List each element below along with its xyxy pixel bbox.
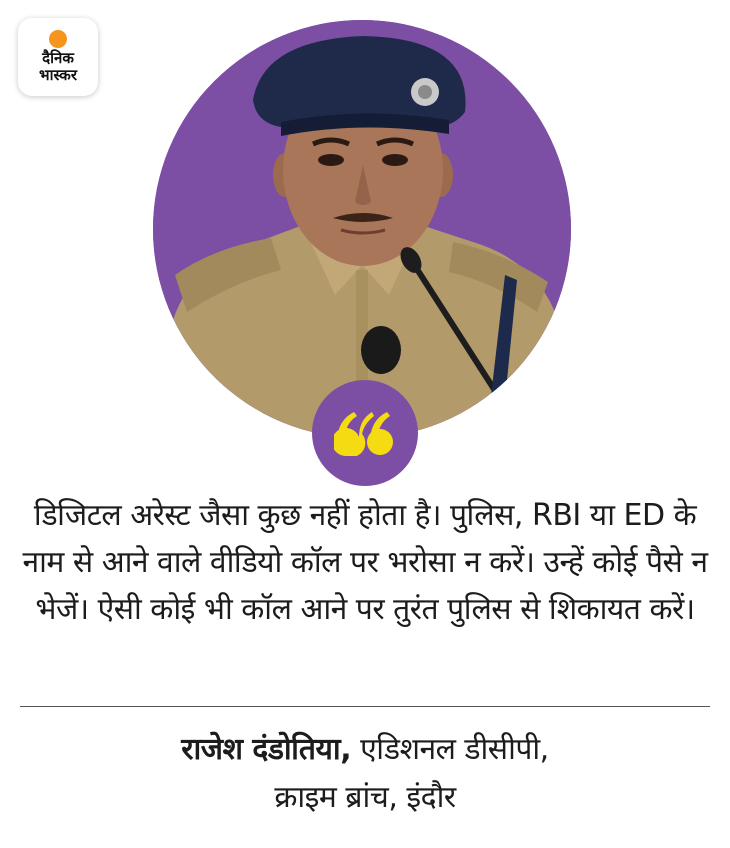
officer-illustration xyxy=(153,20,571,438)
portrait-photo xyxy=(153,20,571,438)
brand-logo xyxy=(18,18,98,96)
quote-mark-icon xyxy=(334,410,396,456)
speaker-name: राजेश दंडोतिया, xyxy=(181,732,352,767)
quote-badge xyxy=(312,380,418,486)
divider xyxy=(20,706,710,707)
attribution-line-1 xyxy=(14,726,716,774)
attribution xyxy=(14,726,716,822)
logo-text-line1: दैनिक xyxy=(42,49,74,67)
sun-icon xyxy=(49,30,67,48)
logo-text-line2: भास्कर xyxy=(39,66,77,84)
speaker-designation: एडिशनल डीसीपी, xyxy=(360,732,549,767)
quote-text: डिजिटल अरेस्ट जैसा कुछ नहीं होता है। पुलिस, RBI या ED के नाम से आने वाले वीडियो कॉल पर भरोसा न करें। उन्हें कोई पैसे न भेजें। ऐसी कोई भी कॉल आने पर तुरंत पुलिस से शिकायत करें। xyxy=(22,498,708,627)
speaker-department: क्राइम ब्रांच, इंदौर xyxy=(274,780,456,815)
